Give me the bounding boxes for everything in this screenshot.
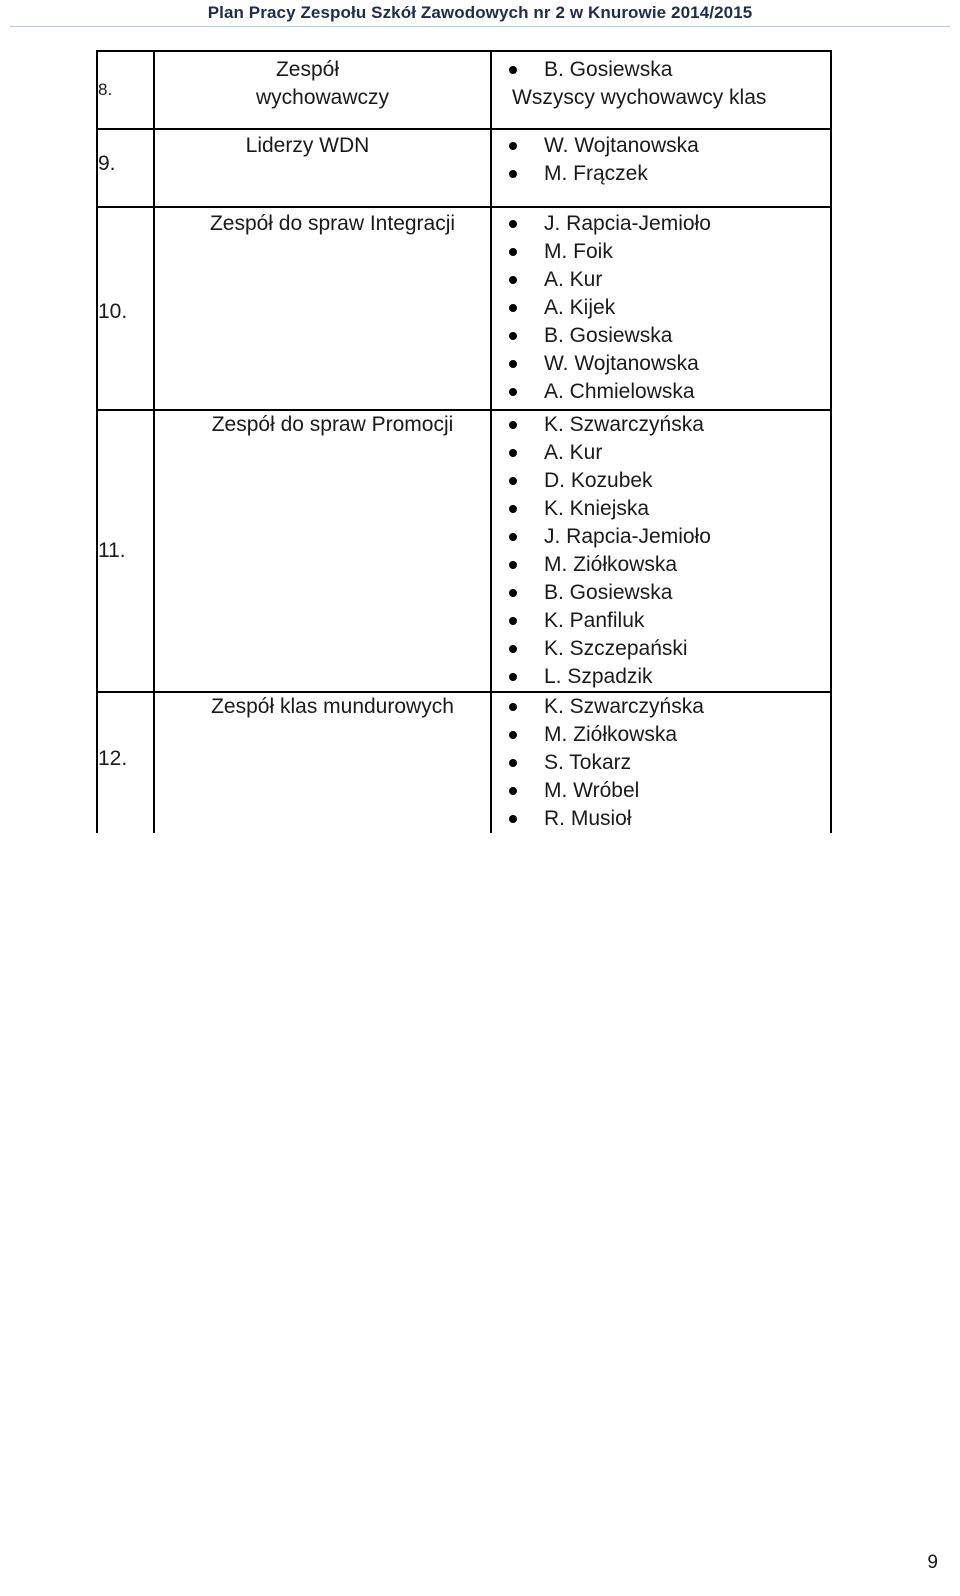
list-item <box>492 132 830 160</box>
list-item <box>492 721 830 749</box>
row-number <box>97 129 154 207</box>
team-name-line: Zespół do spraw Promocji <box>211 413 454 436</box>
bullet-icon <box>509 142 517 150</box>
list-item <box>492 266 830 294</box>
bullet-icon <box>509 304 517 312</box>
table-row <box>97 207 831 410</box>
bullet-icon <box>509 477 517 485</box>
list-item <box>492 551 830 579</box>
list-item <box>492 350 830 378</box>
team-members <box>491 692 831 833</box>
bullet-icon <box>509 533 517 541</box>
member-name: A. Kijek <box>544 296 616 319</box>
row-number-text: 10. <box>98 300 128 323</box>
bullet-icon <box>509 449 517 457</box>
row-number <box>97 51 154 129</box>
bullet-icon <box>509 360 517 368</box>
member-name: A. Kur <box>544 441 603 464</box>
bullet-icon <box>509 170 517 178</box>
table-row <box>97 51 831 129</box>
list-item <box>492 749 830 777</box>
member-name: M. Frączek <box>544 162 648 185</box>
list-item <box>492 56 830 84</box>
member-name: W. Wojtanowska <box>544 134 699 157</box>
bullet-icon <box>509 703 517 711</box>
team-name-line: Liderzy WDN <box>245 134 370 157</box>
member-name: W. Wojtanowska <box>544 352 699 375</box>
member-name: R. Musioł <box>544 807 632 830</box>
table-row <box>97 692 831 833</box>
bullet-icon <box>509 731 517 739</box>
header-rule <box>10 26 950 27</box>
team-name <box>154 129 491 207</box>
bullet-icon <box>509 645 517 653</box>
list-item <box>492 439 830 467</box>
row-number-text: 8. <box>98 80 113 99</box>
member-name: M. Ziółkowska <box>544 723 678 746</box>
bullet-icon <box>509 421 517 429</box>
member-name: K. Szwarczyńska <box>544 695 704 718</box>
row-number-text: 9. <box>98 152 116 175</box>
member-name: D. Kozubek <box>544 469 653 492</box>
member-note: Wszyscy wychowawcy klas <box>512 86 767 109</box>
bullet-icon <box>509 787 517 795</box>
bullet-icon <box>509 815 517 823</box>
teams-table <box>96 50 832 833</box>
list-item <box>492 607 830 635</box>
member-name: B. Gosiewska <box>544 581 673 604</box>
row-number <box>97 207 154 410</box>
member-name: K. Panfiluk <box>544 609 645 632</box>
row-number-text: 12. <box>98 747 128 770</box>
bullet-icon <box>509 66 517 74</box>
list-item <box>492 777 830 805</box>
list-item <box>492 495 830 523</box>
list-item <box>492 805 830 833</box>
team-members <box>491 207 831 410</box>
member-name: J. Rapcia-Jemioło <box>544 212 711 235</box>
bullet-icon <box>509 388 517 396</box>
team-name <box>154 692 491 833</box>
list-item <box>492 210 830 238</box>
member-name: B. Gosiewska <box>544 324 673 347</box>
member-name: M. Wróbel <box>544 779 640 802</box>
row-number <box>97 410 154 692</box>
list-item <box>492 238 830 266</box>
member-name: L. Szpadzik <box>544 665 653 688</box>
member-name: M. Ziółkowska <box>544 553 678 576</box>
member-name: M. Foik <box>544 240 613 263</box>
member-name: S. Tokarz <box>544 751 632 774</box>
list-item <box>492 467 830 495</box>
member-name: K. Szwarczyńska <box>544 413 704 436</box>
list-item <box>492 160 830 188</box>
list-item <box>492 693 830 721</box>
row-number-text: 11. <box>98 539 126 562</box>
running-header: Plan Pracy Zespołu Szkół Zawodowych nr 2 w Knurowie 2014/2015 <box>207 3 753 22</box>
page-number: 9 <box>927 1552 938 1573</box>
table-row <box>97 129 831 207</box>
team-members <box>491 51 831 129</box>
bullet-icon <box>509 561 517 569</box>
bullet-icon <box>509 220 517 228</box>
row-number <box>97 692 154 833</box>
bullet-icon <box>509 276 517 284</box>
bullet-icon <box>509 589 517 597</box>
list-item <box>492 322 830 350</box>
list-item <box>492 294 830 322</box>
list-item <box>492 663 830 691</box>
bullet-icon <box>509 332 517 340</box>
team-name-line: Zespół do spraw Integracji <box>209 212 456 235</box>
team-members <box>491 410 831 692</box>
team-name <box>154 207 491 410</box>
bullet-icon <box>509 248 517 256</box>
team-name-line: Zespół klas mundurowych <box>211 695 454 718</box>
team-name-line: Zespół <box>275 58 340 81</box>
bullet-icon <box>509 759 517 767</box>
list-item <box>492 635 830 663</box>
team-members <box>491 129 831 207</box>
bullet-icon <box>509 673 517 681</box>
member-name: J. Rapcia-Jemioło <box>544 525 711 548</box>
member-name: B. Gosiewska <box>544 58 673 81</box>
table-row <box>97 410 831 692</box>
bullet-icon <box>509 617 517 625</box>
list-item <box>492 523 830 551</box>
member-name: K. Szczepański <box>544 637 688 660</box>
list-item <box>492 378 830 406</box>
member-name: A. Chmielowska <box>544 380 695 403</box>
bullet-icon <box>509 505 517 513</box>
list-item <box>492 579 830 607</box>
team-name <box>154 410 491 692</box>
member-name: K. Kniejska <box>544 497 650 520</box>
team-name <box>154 51 491 129</box>
list-item <box>492 411 830 439</box>
team-name-line: wychowawczy <box>255 86 390 109</box>
member-name: A. Kur <box>544 268 603 291</box>
